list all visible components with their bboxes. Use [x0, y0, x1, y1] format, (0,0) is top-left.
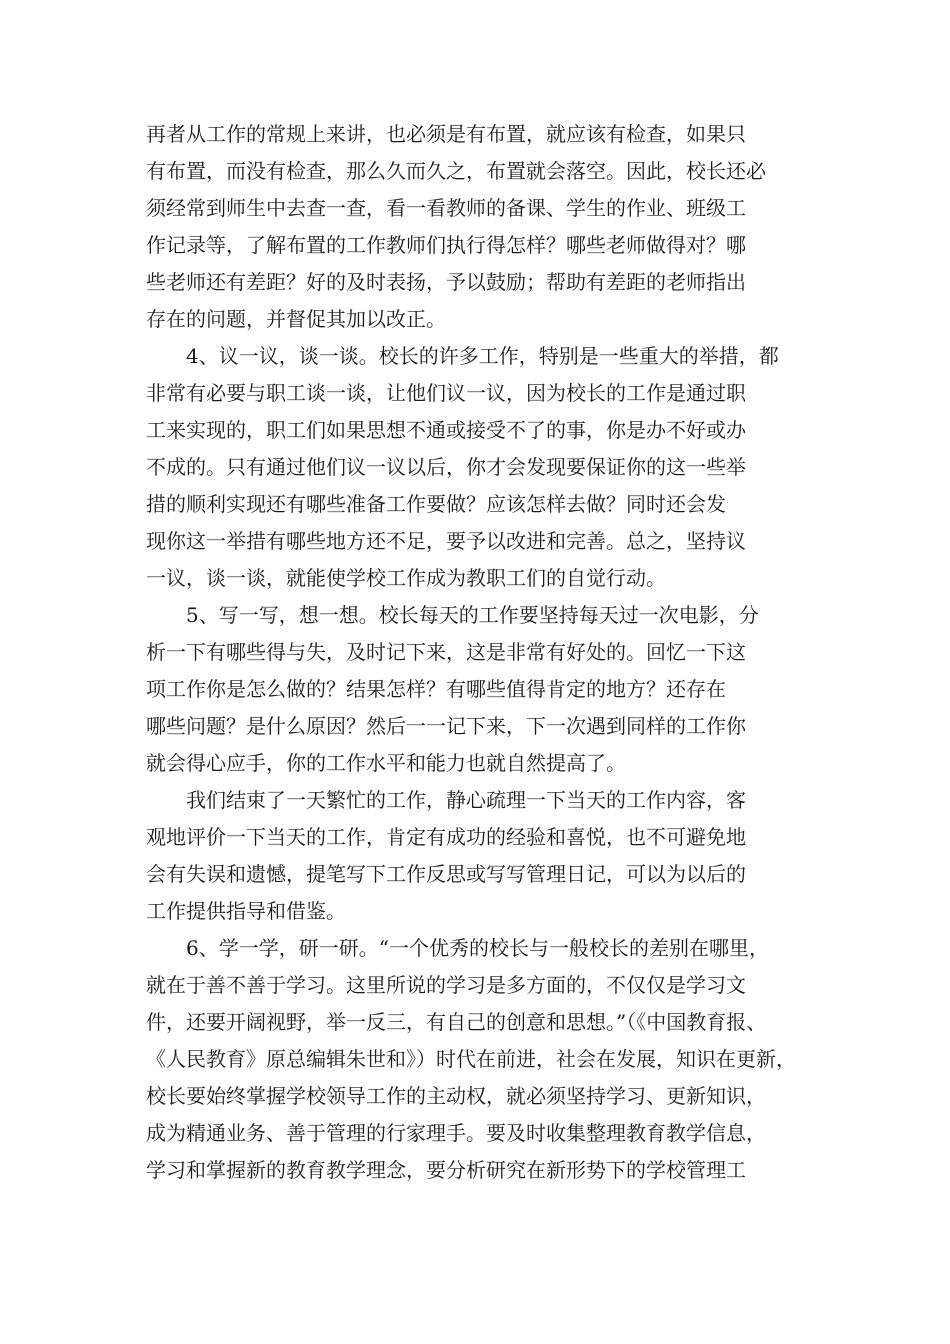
paragraph	[146, 116, 810, 338]
text-line: 校长要始终掌握学校领导工作的主动权，就必须坚持学习、更新知识，	[146, 1084, 766, 1108]
text-line: 会有失误和遗憾，提笔写下工作反思或写写管理日记，可以为以后的	[146, 862, 746, 886]
text-line: 我们结束了一天繁忙的工作，静心疏理一下当天的工作内容，客	[186, 788, 746, 812]
text-line: 析一下有哪些得与失，及时记下来，这是非常有好处的。回忆一下这	[146, 640, 746, 664]
text-line: 就会得心应手，你的工作水平和能力也就自然提高了。	[146, 751, 626, 775]
paragraph	[146, 782, 810, 930]
text-line: 非常有必要与职工谈一谈，让他们议一议，因为校长的工作是通过职	[146, 381, 746, 405]
text-line: 就在于善不善于学习。这里所说的学习是多方面的，不仅仅是学习文	[146, 973, 746, 997]
text-line: 再者从工作的常规上来讲，也必须是有布置，就应该有检查，如果只	[146, 122, 746, 146]
text-line: 有布置，而没有检查，那么久而久之，布置就会落空。因此，校长还必	[146, 159, 766, 183]
text-line: 学习和掌握新的教育教学理念，要分析研究在新形势下的学校管理工	[146, 1158, 746, 1182]
text-line: 工作提供指导和借鉴。	[146, 899, 346, 923]
text-line: 哪些问题？是什么原因？然后一一记下来，下一次遇到同样的工作你	[146, 714, 746, 738]
text-line: 成为精通业务、善于管理的行家理手。要及时收集整理教育教学信息，	[146, 1121, 766, 1145]
document-body	[146, 116, 810, 1189]
text-line: 6、学一学，研一研。“一个优秀的校长与一般校长的差别在哪里，	[186, 936, 769, 960]
text-line: 些老师还有差距？好的及时表扬，予以鼓励；帮助有差距的老师指出	[146, 270, 746, 294]
text-line: 5、写一写，想一想。校长每天的工作要坚持每天过一次电影，分	[186, 603, 759, 627]
text-line: 项工作你是怎么做的？结果怎样？有哪些值得肯定的地方？还存在	[146, 677, 726, 701]
text-line: 存在的问题，并督促其加以改正。	[146, 307, 446, 331]
text-line: 工来实现的，职工们如果思想不通或接受不了的事，你是办不好或办	[146, 418, 746, 442]
text-line: 件，还要开阔视野，举一反三，有自己的创意和思想。”（《中国教育报、	[146, 1010, 767, 1034]
text-line: 一议，谈一谈，就能使学校工作成为教职工们的自觉行动。	[146, 566, 666, 590]
text-line: 措的顺利实现还有哪些准备工作要做？应该怎样去做？同时还会发	[146, 492, 726, 516]
text-line: 作记录等，了解布置的工作教师们执行得怎样？哪些老师做得对？哪	[146, 233, 746, 257]
text-line: 《人民教育》原总编辑朱世和》）时代在前进，社会在发展，知识在更新，	[146, 1047, 796, 1071]
paragraph	[146, 597, 810, 782]
text-line: 现你这一举措有哪些地方还不足，要予以改进和完善。总之，坚持议	[146, 529, 746, 553]
paragraph	[146, 338, 810, 597]
text-line: 须经常到师生中去查一查，看一看教师的备课、学生的作业、班级工	[146, 196, 746, 220]
paragraph	[146, 930, 810, 1189]
text-line: 不成的。只有通过他们议一议以后，你才会发现要保证你的这一些举	[146, 455, 746, 479]
text-line: 观地评价一下当天的工作，肯定有成功的经验和喜悦，也不可避免地	[146, 825, 746, 849]
text-line: 4、议一议，谈一谈。校长的许多工作，特别是一些重大的举措，都	[186, 344, 779, 368]
